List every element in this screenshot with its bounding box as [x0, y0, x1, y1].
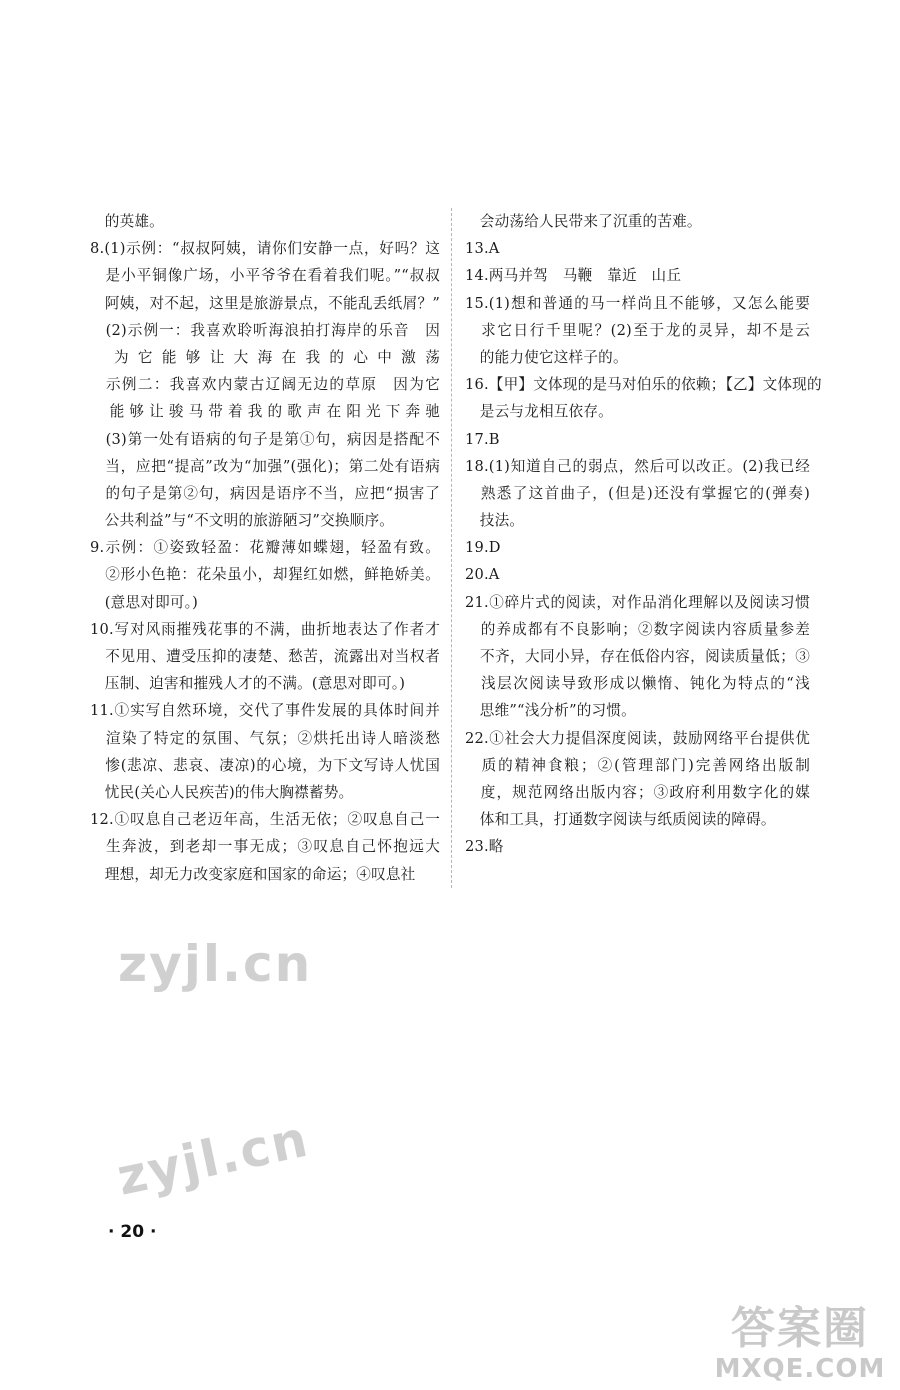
answer-line: 是云与龙相互依存。 — [465, 403, 613, 421]
answer-line: 求它日行千里呢？(2)至于龙的灵异，却不是云 — [465, 321, 810, 339]
answer-line: 当，应把“提高”改为“加强”(强化)；第二处有语病 — [90, 457, 440, 475]
answer-line: 23.略 — [465, 838, 504, 856]
answer-line: 熟悉了这首曲子，(但是)还没有掌握它的(弹奏) — [465, 484, 810, 502]
answer-line: 不齐，大同小异，存在低俗内容，阅读质量低；③ — [465, 648, 810, 665]
brand-watermark — [710, 1304, 890, 1384]
answer-line: 19.D — [465, 539, 501, 557]
answer-line: 21.①碎片式的阅读，对作品消化理解以及阅读习惯 — [465, 593, 810, 611]
answer-line: 示例二：我喜欢内蒙古辽阔无边的草原 因为它 — [90, 376, 440, 394]
answer-line: 阿姨，对不起，这里是旅游景点，不能乱丢纸屑？” — [90, 294, 440, 312]
answer-line: 11.①实写自然环境，交代了事件发展的具体时间并 — [90, 702, 440, 720]
answer-line: 忧民(关心人民疾苦)的伟大胸襟蓄势。 — [90, 783, 354, 801]
answer-line: 是小平铜像广场，小平爷爷在看着我们呢。”“叔叔 — [90, 267, 440, 285]
answer-line: 12.①叹息自己老迈年高，生活无依；②叹息自己一 — [90, 811, 440, 829]
brand-watermark-domain: MXQE.COM — [714, 1354, 886, 1384]
answer-line: 惨(悲凉、悲哀、凄凉)的心境，为下文写诗人忧国 — [90, 756, 440, 774]
answer-line: 10.写对风雨摧残花事的不满，曲折地表达了作者才 — [90, 620, 440, 638]
answer-line: 技法。 — [465, 512, 525, 530]
answer-line: 9.示例：①姿致轻盈：花瓣薄如蝶翅，轻盈有致。 — [90, 539, 440, 557]
answer-line: (3)第一处有语病的句子是第①句，病因是搭配不 — [90, 430, 440, 448]
answer-line: 质的精神食粮；②(管理部门)完善网络出版制 — [465, 756, 810, 774]
left-column — [90, 208, 440, 888]
answer-line: (意思对即可。) — [90, 593, 199, 611]
answer-line: 的句子是第②句，病因是语序不当，应把“损害了 — [90, 484, 440, 502]
answer-line: 公共利益”与“不文明的旅游陋习”交换顺序。 — [90, 512, 395, 530]
answer-line: 13.A — [465, 240, 500, 258]
watermark-zyjl-upper: zyjl.cn — [118, 935, 313, 993]
answer-line: 15.(1)想和普通的马一样尚且不能够，又怎么能要 — [465, 294, 810, 312]
answer-line: 18.(1)知道自己的弱点，然后可以改正。(2)我已经 — [465, 457, 810, 475]
answer-line: (2)示例一：我喜欢聆听海浪拍打海岸的乐音 因 — [90, 321, 440, 339]
answer-line: 度，规范网络出版内容；③政府利用数字化的媒 — [465, 783, 810, 801]
answer-line: 16.【甲】文体现的是马对伯乐的依赖；【乙】文体现的 — [465, 376, 822, 394]
watermark-zyjl-lower: zyjl.cn — [112, 1109, 315, 1207]
answer-line: 思维”“浅分析”的习惯。 — [465, 702, 636, 720]
answer-line: 体和工具，打通数字阅读与纸质阅读的障碍。 — [465, 811, 776, 829]
answer-line: 不见用、遭受压抑的凄楚、愁苦，流露出对当权者 — [90, 648, 440, 665]
answer-line: 的能力使它这样子的。 — [465, 348, 628, 366]
answer-line: 20.A — [465, 566, 500, 584]
answer-line: ②形小色艳：花朵虽小，却猩红如燃，鲜艳娇美。 — [90, 566, 440, 584]
answer-line: 14.两马并驾 马鞭 靠近 山丘 — [465, 267, 682, 285]
answer-line: 17.B — [465, 430, 500, 448]
answer-line: 生奔波，到老却一事无成；③叹息自己怀抱远大 — [90, 838, 440, 856]
answer-line: 的养成都有不良影响；②数字阅读内容质量参差 — [465, 620, 810, 638]
page-number: · 20 · — [108, 1222, 157, 1242]
answer-line: 浅层次阅读导致形成以懒惰、钝化为特点的“浅 — [465, 675, 810, 693]
answer-line: 为它能够让大海在我的心中激荡 — [90, 348, 440, 366]
answer-line: 的英雄。 — [90, 213, 164, 230]
right-column — [465, 208, 822, 861]
answer-line: 会动荡给人民带来了沉重的苦难。 — [465, 213, 702, 230]
answer-line: 22.①社会大力提倡深度阅读，鼓励网络平台提供优 — [465, 729, 810, 747]
answer-line: 渲染了特定的氛围、气氛；②烘托出诗人暗淡愁 — [90, 729, 440, 747]
answer-line: 8.(1)示例：“叔叔阿姨，请你们安静一点，好吗？这 — [90, 240, 440, 258]
answer-line: 能够让骏马带着我的歌声在阳光下奔驰 — [90, 403, 440, 421]
answer-line: 压制、迫害和摧残人才的不满。(意思对即可。) — [90, 675, 406, 693]
answer-line: 理想，却无力改变家庭和国家的命运；④叹息社 — [90, 865, 416, 883]
brand-watermark-title: 答案圈 — [731, 1303, 869, 1354]
column-divider — [451, 208, 452, 888]
